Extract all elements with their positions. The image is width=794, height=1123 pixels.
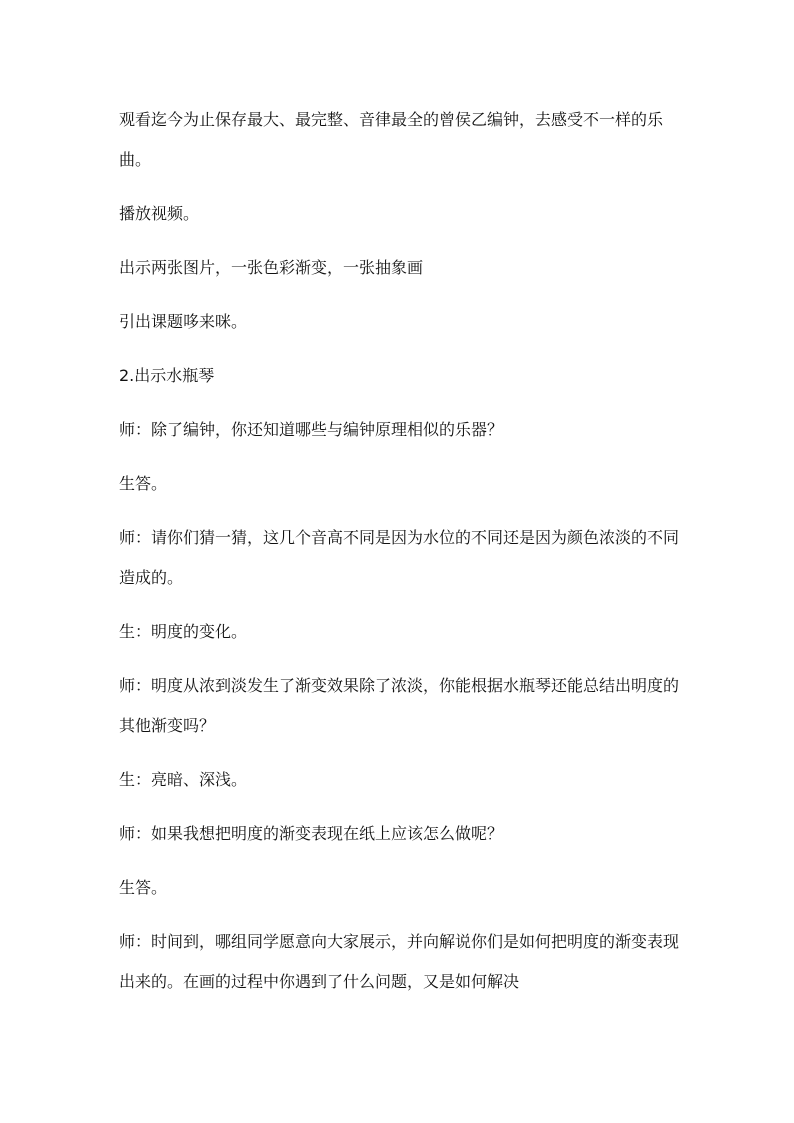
paragraph-teacher-question-1: 师：除了编钟，你还知道哪些与编钟原理相似的乐器？ [119, 420, 504, 439]
paragraph-teacher-question-5: 师：时间到，哪组同学愿意向大家展示，并向解说你们是如何把明度的渐变表现出来的。在画的过程中你遇到了什么问题，又是如何解决 [119, 932, 680, 991]
paragraph-teacher-question-2: 师：请你们猜一猜，这几个音高不同是因为水位的不同还是因为颜色浓淡的不同造成的。 [119, 528, 680, 587]
document-body [119, 100, 684, 1016]
paragraph-section-2: 2.出示水瓶琴 [119, 366, 215, 385]
paragraph-topic: 引出课题哆来咪。 [119, 312, 248, 331]
paragraph-teacher-question-4: 师：如果我想把明度的渐变表现在纸上应该怎么做呢？ [119, 824, 504, 843]
paragraph-student-answer-2: 生：明度的变化。 [119, 622, 248, 641]
paragraph-intro-bianzhong: 观看迄今为止保存最大、最完整、音律最全的曾侯乙编钟，去感受不一样的乐曲。 [119, 110, 664, 169]
paragraph-student-answer-3: 生：亮暗、深浅。 [119, 770, 248, 789]
paragraph-show-pictures: 出示两张图片，一张色彩渐变，一张抽象画 [119, 258, 424, 277]
paragraph-student-answer-4: 生答。 [119, 878, 168, 897]
paragraph-play-video: 播放视频。 [119, 204, 200, 223]
paragraph-student-answer-1: 生答。 [119, 474, 168, 493]
paragraph-teacher-question-3: 师：明度从浓到淡发生了渐变效果除了浓淡，你能根据水瓶琴还能总结出明度的其他渐变吗？ [119, 676, 680, 735]
